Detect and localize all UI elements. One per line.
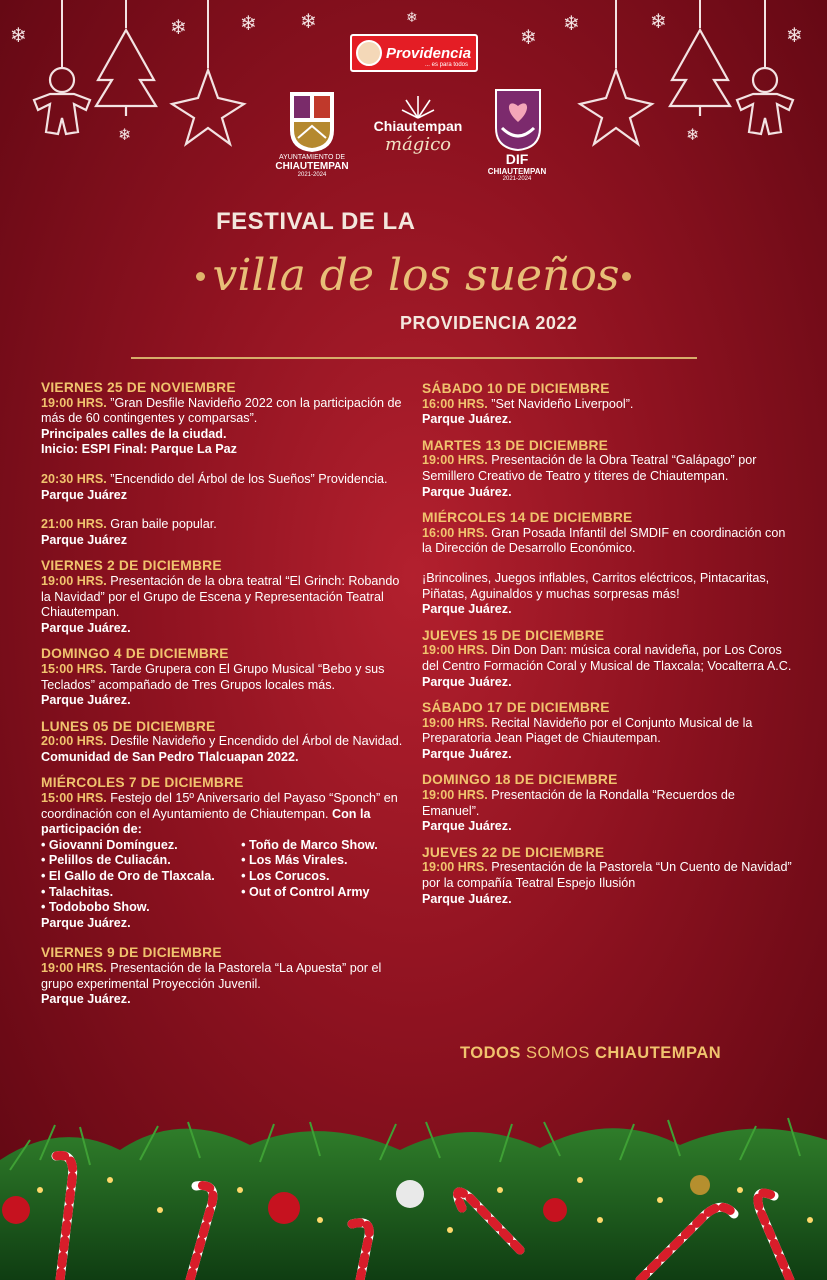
event-time: 19:00 HRS. bbox=[422, 788, 488, 803]
festival-title-script: villa de los sueños bbox=[212, 250, 620, 301]
event-place: Parque Juárez bbox=[41, 487, 128, 502]
event-desc: ”Gran Desfile Navideño 2022 con la participación de más de 60 contingentes y comparsas”. bbox=[41, 395, 402, 426]
event-date: JUEVES 22 DE DICIEMBRE bbox=[422, 844, 605, 860]
dif-line2: CHIAUTEMPAN bbox=[487, 167, 547, 176]
footer-slogan bbox=[460, 1044, 721, 1063]
event-desc: Tarde Grupera con El Grupo Musical “Bebo y sus Teclados” acompañado de Tres Grupos locales más. bbox=[41, 661, 385, 692]
event-time: 19:00 HRS. bbox=[41, 395, 107, 410]
event-time: 16:00 HRS. bbox=[422, 396, 488, 411]
event-date: SÁBADO 17 DE DICIEMBRE bbox=[422, 700, 610, 716]
event-place: Parque Juárez. bbox=[422, 674, 512, 689]
event-domingo-4 bbox=[41, 646, 407, 708]
slogan-word2: SOMOS bbox=[520, 1044, 595, 1062]
event-viernes-2 bbox=[41, 558, 407, 636]
participant: • Los Corucos. bbox=[241, 869, 330, 884]
ayuntamiento-line3: 2021-2024 bbox=[297, 172, 327, 178]
event-martes-13 bbox=[422, 438, 794, 500]
star-ornament-icon bbox=[172, 70, 244, 144]
event-sabado-17 bbox=[422, 700, 794, 762]
event-desc: Gran baile popular. bbox=[106, 517, 217, 532]
snowflake-icon: ❄ bbox=[118, 125, 132, 144]
event-date: LUNES 05 DE DICIEMBRE bbox=[41, 718, 216, 734]
event-lunes-5 bbox=[41, 719, 407, 766]
event-time: 21:00 HRS. bbox=[41, 517, 107, 532]
ayuntamiento-line2: CHIAUTEMPAN bbox=[275, 161, 349, 172]
event-place: Parque Juárez. bbox=[422, 891, 512, 906]
event-place: Parque Juárez bbox=[41, 532, 128, 547]
event-date: JUEVES 15 DE DICIEMBRE bbox=[422, 627, 605, 643]
event-time: 15:00 HRS. bbox=[41, 791, 107, 806]
gingerbread-icon bbox=[737, 68, 793, 134]
participant: • Pelillos de Culiacán. bbox=[41, 853, 171, 868]
event-place: Parque Juárez. bbox=[422, 412, 512, 427]
snowflake-icon: ❄ bbox=[786, 23, 803, 47]
event-time: 20:00 HRS. bbox=[41, 734, 107, 749]
event-date: MIÉRCOLES 14 DE DICIEMBRE bbox=[422, 510, 633, 526]
event-viernes-25 bbox=[41, 380, 407, 548]
snowflake-icon: ❄ bbox=[10, 23, 27, 47]
event-place: Parque Juárez. bbox=[422, 602, 512, 617]
participants-list bbox=[41, 838, 407, 916]
event-lead: Con la participación de: bbox=[41, 806, 371, 837]
snowflake-icon: ❄ bbox=[686, 125, 700, 144]
snowflake-icon: ❄ bbox=[170, 15, 187, 39]
event-desc: ”Encendido del Árbol de los Sueños” Providencia. bbox=[106, 471, 388, 486]
event-date: VIERNES 9 DE DICIEMBRE bbox=[41, 945, 222, 961]
chiautempan-word: Chiautempan bbox=[373, 118, 463, 134]
event-desc: Presentación de la Rondalla “Recuerdos de Emanuel”. bbox=[422, 788, 735, 818]
ayuntamiento-line1: AYUNTAMIENTO DE bbox=[278, 154, 346, 161]
event-desc: Recital Navideño por el Conjunto Musical de la Preparatoria Jean Piaget de Chiautempan. bbox=[422, 715, 753, 746]
event-desc: Festejo del 15º Aniversario del Payaso “Sponch” en coordinación con el Ayuntamiento de Chiautempan. bbox=[41, 791, 398, 821]
event-date: MIÉRCOLES 7 DE DICIEMBRE bbox=[41, 775, 244, 791]
providencia-logo-text: Providencia bbox=[386, 44, 472, 62]
snowflake-icon: ❄ bbox=[520, 25, 537, 49]
dif-line1: DIF bbox=[505, 151, 529, 167]
program-left-column bbox=[41, 380, 407, 1018]
tree-ornament-icon bbox=[96, 30, 156, 116]
event-extra: ¡Brincolines, Juegos inflables, Carritos eléctricos, Pintacaritas, Piñatas, Aguinaldos y muchas sorpresas más! bbox=[422, 570, 770, 601]
participant: • Giovanni Domínguez. bbox=[41, 837, 178, 852]
event-date: VIERNES 25 DE NOVIEMBRE bbox=[41, 380, 236, 395]
event-place: Parque Juárez. bbox=[41, 620, 131, 635]
mascot-icon bbox=[356, 40, 382, 66]
event-time: 16:00 HRS. bbox=[422, 525, 488, 540]
event-time: 19:00 HRS. bbox=[41, 961, 107, 975]
participant: • Talachitas. bbox=[41, 884, 114, 899]
event-date: DOMINGO 4 DE DICIEMBRE bbox=[41, 646, 229, 662]
gingerbread-icon bbox=[34, 68, 90, 134]
event-date: VIERNES 2 DE DICIEMBRE bbox=[41, 558, 222, 574]
star-ornament-icon bbox=[580, 70, 652, 144]
providencia-tagline: ... es para todos bbox=[424, 62, 468, 68]
event-date: MARTES 13 DE DICIEMBRE bbox=[422, 437, 609, 453]
event-time: 19:00 HRS. bbox=[422, 453, 488, 468]
event-domingo-18 bbox=[422, 772, 794, 834]
event-desc: Presentación de la Pastorela “La Apuesta” por el grupo experimental Proyección Juvenil. bbox=[41, 961, 382, 991]
event-time: 19:00 HRS. bbox=[41, 573, 107, 588]
participant: • Los Más Virales. bbox=[241, 853, 348, 868]
event-time: 20:30 HRS. bbox=[41, 471, 107, 486]
snowflake-icon: ❄ bbox=[240, 11, 257, 35]
christmas-garland bbox=[0, 1090, 827, 1280]
event-date: SÁBADO 10 DE DICIEMBRE bbox=[422, 381, 610, 396]
ayuntamiento-caption bbox=[266, 154, 358, 178]
tree-ornament-icon bbox=[670, 30, 730, 116]
snowflake-icon: ❄ bbox=[563, 11, 580, 35]
festival-title-line3: PROVIDENCIA 2022 bbox=[400, 313, 578, 333]
event-desc: Desfile Navideño y Encendido del Árbol de Navidad. bbox=[106, 734, 403, 749]
event-place: Parque Juárez. bbox=[41, 693, 131, 708]
event-place: Parque Juárez. bbox=[422, 819, 512, 834]
slogan-word1: TODOS bbox=[460, 1044, 521, 1062]
snowflake-icon: ❄ bbox=[650, 9, 667, 33]
event-desc: Presentación de la obra teatral “El Grinch: Robando la Navidad” por el Grupo de Escena y Representación Teatral Chiautempan. bbox=[41, 573, 400, 620]
title-dot-right bbox=[622, 272, 631, 281]
event-desc: Presentación de la Obra Teatral “Galápago” por Semillero Creativo de Teatro y títeres de Chiautempan. bbox=[422, 453, 757, 483]
event-place: Principales calles de la ciudad. bbox=[41, 426, 227, 441]
magico-word: mágico bbox=[385, 134, 451, 155]
event-date: DOMINGO 18 DE DICIEMBRE bbox=[422, 772, 618, 788]
event-sabado-10 bbox=[422, 381, 794, 428]
event-desc: Presentación de la Pastorela “Un Cuento de Navidad” por la compañía Teatral Espejo Ilusión bbox=[422, 860, 792, 891]
event-jueves-22 bbox=[422, 845, 794, 907]
event-miercoles-14 bbox=[422, 510, 794, 618]
event-miercoles-7 bbox=[41, 775, 407, 931]
participant: • El Gallo de Oro de Tlaxcala. bbox=[41, 869, 215, 884]
program-right-column bbox=[422, 381, 794, 917]
event-time: 15:00 HRS. bbox=[41, 661, 107, 676]
snowflake-icon: ❄ bbox=[406, 10, 418, 26]
event-time: 19:00 HRS. bbox=[422, 715, 488, 730]
event-viernes-9 bbox=[41, 945, 407, 1007]
slogan-word3: CHIAUTEMPAN bbox=[594, 1044, 722, 1062]
event-time: 19:00 HRS. bbox=[422, 643, 488, 658]
providencia-logo bbox=[350, 34, 478, 72]
participant: • Todobobo Show. bbox=[41, 900, 150, 915]
event-desc: Gran Posada Infantil del SMDIF en coordinación con la Dirección de Desarrollo Económico. bbox=[422, 525, 786, 556]
event-place: Parque Juárez. bbox=[41, 915, 131, 930]
snowflake-icon: ❄ bbox=[300, 9, 317, 33]
event-place: Inicio: ESPI Final: Parque La Paz bbox=[41, 442, 237, 457]
dif-shield-icon bbox=[494, 88, 542, 152]
dif-caption bbox=[476, 151, 558, 182]
title-divider bbox=[131, 357, 697, 359]
event-place: Comunidad de San Pedro Tlalcuapan 2022. bbox=[41, 749, 299, 764]
event-place: Parque Juárez. bbox=[41, 992, 131, 1007]
event-jueves-15 bbox=[422, 628, 794, 690]
event-place: Parque Juárez. bbox=[422, 484, 512, 499]
participant: • Toño de Marco Show. bbox=[241, 837, 378, 852]
sun-icon bbox=[400, 92, 436, 120]
dif-line3: 2021-2024 bbox=[502, 176, 532, 182]
ayuntamiento-shield-icon bbox=[288, 90, 336, 154]
event-desc: ”Set Navideño Liverpool”. bbox=[487, 396, 634, 411]
event-place: Parque Juárez. bbox=[422, 746, 512, 761]
chiautempan-magico-logo bbox=[366, 118, 470, 155]
event-desc: Din Don Dan: música coral navideña, por Los Coros del Centro Formación Coral y Musical de Tlaxcala; Vocalterra A.C. bbox=[422, 643, 792, 673]
festival-title-line1: FESTIVAL DE LA bbox=[216, 208, 416, 235]
event-time: 19:00 HRS. bbox=[422, 860, 488, 875]
participant: • Out of Control Army bbox=[241, 884, 370, 899]
